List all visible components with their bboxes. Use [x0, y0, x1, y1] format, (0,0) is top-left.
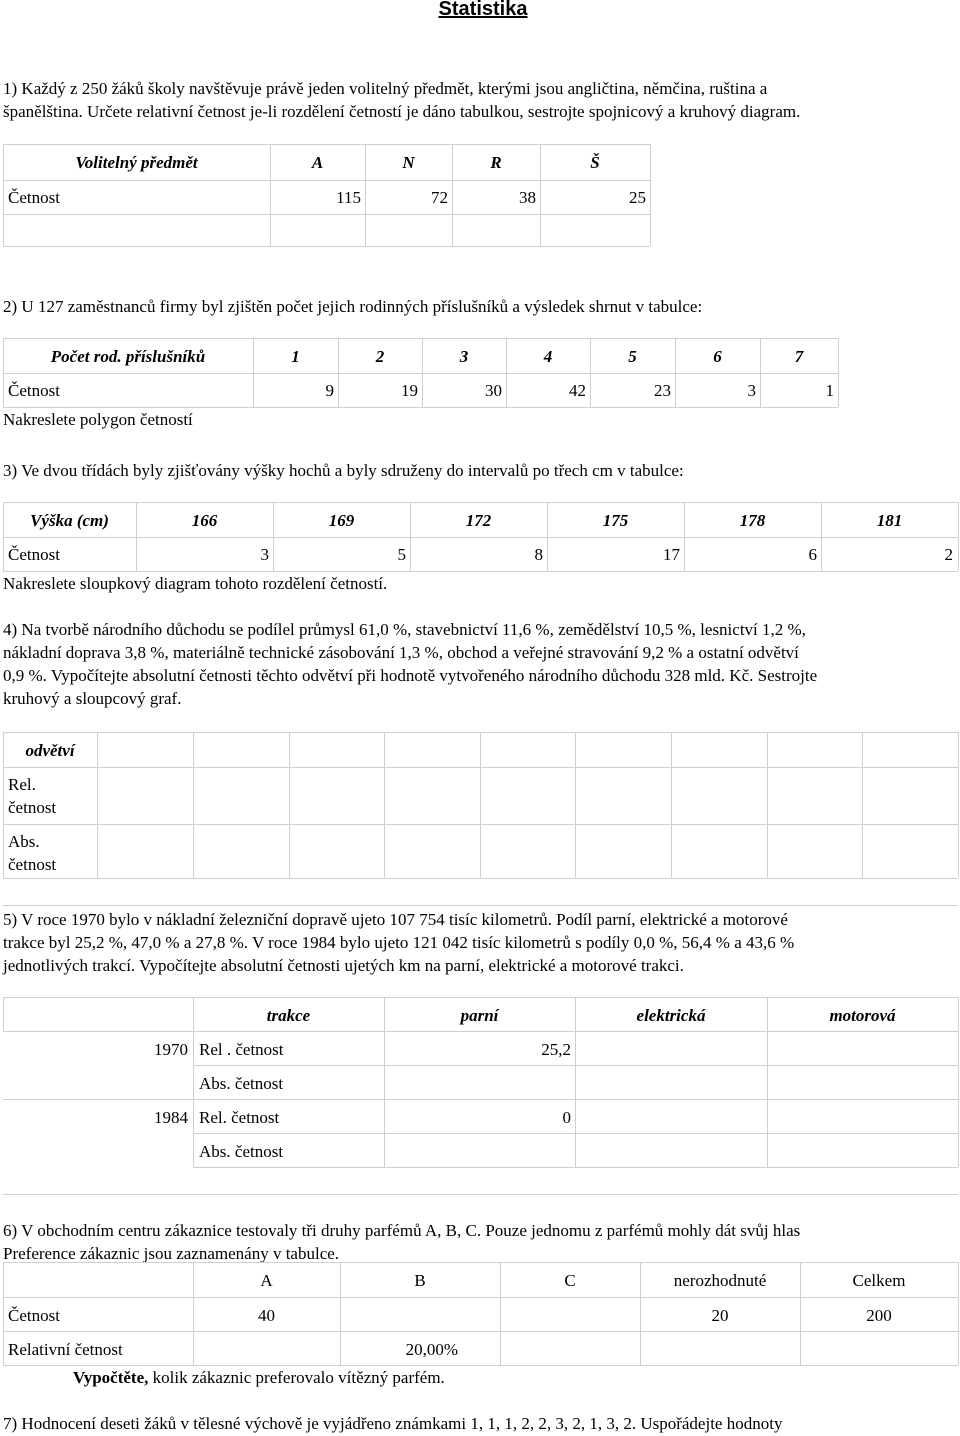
q4-line4: kruhový a sloupcový graf.	[3, 689, 182, 708]
q1-header-label: Volitelný předmět	[75, 153, 198, 172]
q2-value: 1	[825, 381, 834, 400]
q4-line3: 0,9 %. Vypočítejte absolutní četnosti těchto odvětví při hodnotě vytvořeného národního důchodu 328 mld. Kč. Sestrojte	[3, 666, 818, 685]
q5-abs-label-1970: Abs. četnost	[199, 1074, 284, 1093]
q7-text: 7) Hodnocení deseti žáků v tělesné výchově je vyjádřeno známkami 1, 1, 1, 2, 2, 3, 2, 1, 3, 2. Uspořádejte hodnoty	[3, 1414, 783, 1433]
q2-value: 9	[325, 381, 334, 400]
q3-category: 178	[739, 511, 766, 530]
q2-category: 4	[543, 347, 553, 366]
q1-category: N	[402, 153, 415, 172]
q6-header-undecided: nerozhodnuté	[673, 1271, 767, 1290]
q3-category: 175	[602, 511, 629, 530]
q4-line1: 4) Na tvorbě národního důchodu se podílel průmysl 61,0 %, stavebnictví 11,6 %, zemědělství 10,5 %, lesnictví 1,2 %,	[3, 620, 806, 639]
q5-header-motorova: motorová	[829, 1006, 896, 1025]
q5-rel-label-1970: Rel . četnost	[199, 1040, 284, 1059]
q5-header-trakce: trakce	[266, 1006, 311, 1025]
q1-category: Š	[590, 153, 600, 172]
q6-row1-label: Četnost	[8, 1306, 60, 1325]
q3-text: 3) Ve dvou třídách byly zjišťovány výšky hochů a byly sdruženy do intervalů po třech cm v tabulce:	[3, 461, 684, 480]
q1-category: R	[490, 153, 502, 172]
q5-rel-label-1984: Rel. četnost	[199, 1108, 280, 1127]
q2-category: 2	[375, 347, 385, 366]
q3-task: Nakreslete sloupkový diagram tohoto rozdělení četností.	[3, 574, 388, 593]
q1-value: 72	[431, 188, 448, 207]
q6-header-a: A	[260, 1271, 273, 1290]
q5-abs-label-1984: Abs. četnost	[199, 1142, 284, 1161]
q3-value: 3	[260, 545, 269, 564]
q2-header-label: Počet rod. příslušníků	[50, 347, 206, 366]
q6-row1-total: 200	[866, 1306, 892, 1325]
q3-category: 166	[191, 511, 218, 530]
q1-text-line2: španělština. Určete relativní četnost je-li rozdělení četností je dáno tabulkou, sestrojte spojnicový a kruhový diagram.	[3, 102, 801, 121]
q2-category: 6	[713, 347, 722, 366]
q6-task-rest: kolik zákaznic preferovalo vítězný parfém.	[148, 1368, 445, 1387]
q1-value: 38	[519, 188, 536, 207]
q1-value: 25	[629, 188, 646, 207]
q3-category: 181	[876, 511, 903, 530]
q6-row2-a: 20,00%	[405, 1340, 458, 1359]
q2-category: 5	[628, 347, 637, 366]
q2-category: 7	[794, 347, 804, 366]
q5-val-1970: 25,2	[541, 1040, 571, 1059]
q5-line3: jednotlivých trakcí. Vypočítejte absolutní četnosti ujetých km na parní, elektrické a motorové trakci.	[3, 956, 684, 975]
q3-value: 6	[808, 545, 817, 564]
q5-header-elektricka: elektrická	[636, 1006, 706, 1025]
q4-row-abs-line2: četnost	[8, 855, 57, 874]
q3-category: 169	[328, 511, 355, 530]
q2-value: 19	[401, 381, 418, 400]
q6-row2-label: Relativní četnost	[8, 1340, 123, 1359]
q1-value: 115	[336, 188, 361, 207]
q6-row1-a: 40	[258, 1306, 275, 1325]
q2-row-label: Četnost	[8, 381, 60, 400]
q1-category: A	[311, 153, 324, 172]
q6-task	[73, 1366, 445, 1389]
q5-line1: 5) V roce 1970 bylo v nákladní železniční dopravě ujeto 107 754 tisíc kilometrů. Podíl parní, elektrické a motorové	[3, 910, 788, 929]
q5-line2: trakce byl 25,2 %, 47,0 % a 27,8 %. V roce 1984 bylo ujeto 121 042 tisíc kilometrů s podíly 0,0 %, 56,4 % a 43,6 %	[3, 933, 795, 952]
q5-year-1984: 1984	[154, 1108, 188, 1127]
q5-val-1984: 0	[562, 1108, 571, 1127]
q2-category: 3	[459, 347, 469, 366]
q2-task: Nakreslete polygon četností	[3, 410, 193, 429]
q5-header-parni: parní	[460, 1006, 499, 1025]
q3-value: 5	[397, 545, 406, 564]
q4-row-rel-line1: Rel.	[8, 775, 36, 794]
q1-text-line1: 1) Každý z 250 žáků školy navštěvuje právě jeden volitelný předmět, kterými jsou angličtina, němčina, ruština a	[3, 79, 768, 98]
q4-row-odvetvi: odvětví	[25, 741, 75, 760]
q6-line1: 6) V obchodním centru zákaznice testovaly tři druhy parfémů A, B, C. Pouze jednomu z parfémů mohly dát svůj hlas	[3, 1221, 801, 1240]
q6-line2: Preference zákaznic jsou zaznamenány v tabulce.	[3, 1244, 340, 1263]
q3-value: 17	[663, 545, 680, 564]
q6-header-total: Celkem	[852, 1271, 906, 1290]
q6-header-c: C	[564, 1271, 576, 1290]
q2-value: 3	[747, 381, 756, 400]
q2-value: 23	[654, 381, 671, 400]
q4-line2: nákladní doprava 3,8 %, materiálně technické zásobování 1,3 %, obchod a veřejné stravování 9,2 % a ostatní odvětví	[3, 643, 799, 662]
q2-value: 42	[569, 381, 586, 400]
q6-header-b: B	[414, 1271, 426, 1290]
q3-category: 172	[465, 511, 492, 530]
q5-year-1970: 1970	[154, 1040, 188, 1059]
page-title: Statistika	[438, 0, 528, 20]
q4-row-abs-line1: Abs.	[8, 832, 40, 851]
q3-row-label: Četnost	[8, 545, 60, 564]
q3-value: 2	[944, 545, 953, 564]
q4-row-rel-line2: četnost	[8, 798, 57, 817]
q6-task-bold: Vypočtěte,	[73, 1368, 149, 1387]
q2-category: 1	[291, 347, 300, 366]
q3-header-label: Výška (cm)	[30, 511, 109, 530]
q1-row-label: Četnost	[8, 188, 60, 207]
q6-row1-undecided: 20	[711, 1306, 729, 1325]
q3-value: 8	[534, 545, 543, 564]
q2-value: 30	[485, 381, 502, 400]
q2-text: 2) U 127 zaměstnanců firmy byl zjištěn počet jejich rodinných příslušníků a výsledek shrnut v tabulce:	[3, 297, 703, 316]
